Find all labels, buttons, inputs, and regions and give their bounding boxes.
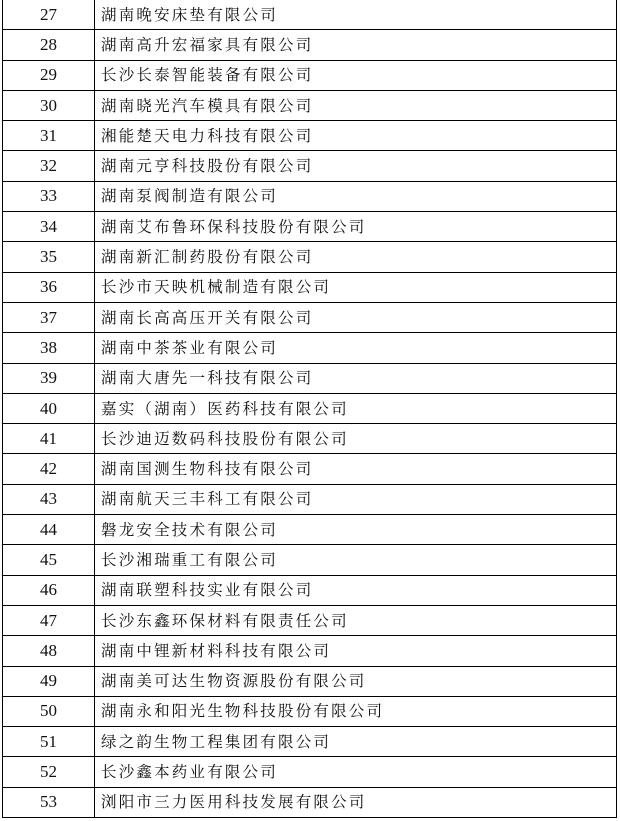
company-name: 湖南中茶茶业有限公司 (95, 333, 617, 363)
company-name: 湖南新汇制药股份有限公司 (95, 242, 617, 272)
table-row (3, 121, 617, 151)
row-number: 41 (3, 424, 95, 454)
company-name: 湖南艾布鲁环保科技股份有限公司 (95, 212, 617, 242)
row-number: 27 (3, 0, 95, 30)
company-name: 湖南元亨科技股份有限公司 (95, 151, 617, 181)
row-number: 37 (3, 302, 95, 332)
table-row (3, 484, 617, 514)
company-name: 湖南永和阳光生物科技股份有限公司 (95, 696, 617, 726)
company-name: 湖南长高高压开关有限公司 (95, 302, 617, 332)
row-number: 47 (3, 605, 95, 635)
company-name: 湖南国测生物科技有限公司 (95, 454, 617, 484)
table-row (3, 605, 617, 635)
row-number: 28 (3, 30, 95, 60)
table-row (3, 787, 617, 817)
company-name: 湖南中锂新材料科技有限公司 (95, 636, 617, 666)
company-name: 长沙湘瑞重工有限公司 (95, 545, 617, 575)
table-row (3, 272, 617, 302)
row-number: 53 (3, 787, 95, 817)
company-list-table (2, 0, 617, 818)
company-name: 湖南高升宏福家具有限公司 (95, 30, 617, 60)
company-name: 绿之韵生物工程集团有限公司 (95, 727, 617, 757)
table-row (3, 393, 617, 423)
row-number: 52 (3, 757, 95, 787)
table-row (3, 515, 617, 545)
row-number: 42 (3, 454, 95, 484)
row-number: 46 (3, 575, 95, 605)
row-number: 44 (3, 515, 95, 545)
table-row (3, 333, 617, 363)
row-number: 50 (3, 696, 95, 726)
table-row (3, 727, 617, 757)
table-row (3, 575, 617, 605)
row-number: 34 (3, 212, 95, 242)
table-row (3, 151, 617, 181)
company-name: 湖南泵阀制造有限公司 (95, 181, 617, 211)
table-row (3, 696, 617, 726)
company-name: 湘能楚天电力科技有限公司 (95, 121, 617, 151)
row-number: 33 (3, 181, 95, 211)
row-number: 43 (3, 484, 95, 514)
company-name: 磐龙安全技术有限公司 (95, 515, 617, 545)
row-number: 48 (3, 636, 95, 666)
company-name: 长沙鑫本药业有限公司 (95, 757, 617, 787)
company-name: 长沙东鑫环保材料有限责任公司 (95, 605, 617, 635)
row-number: 51 (3, 727, 95, 757)
company-name: 湖南美可达生物资源股份有限公司 (95, 666, 617, 696)
row-number: 31 (3, 121, 95, 151)
table-row (3, 30, 617, 60)
row-number: 40 (3, 393, 95, 423)
table-row (3, 666, 617, 696)
table-row (3, 242, 617, 272)
row-number: 39 (3, 363, 95, 393)
company-name: 长沙迪迈数码科技股份有限公司 (95, 424, 617, 454)
company-name: 湖南大唐先一科技有限公司 (95, 363, 617, 393)
company-name: 长沙市天映机械制造有限公司 (95, 272, 617, 302)
table-row (3, 0, 617, 30)
table-row (3, 302, 617, 332)
row-number: 29 (3, 60, 95, 90)
row-number: 45 (3, 545, 95, 575)
table-body (3, 0, 617, 818)
company-name: 湖南晚安床垫有限公司 (95, 0, 617, 30)
table-row (3, 757, 617, 787)
table-row (3, 454, 617, 484)
company-name: 浏阳市三力医用科技发展有限公司 (95, 787, 617, 817)
company-name: 湖南航天三丰科工有限公司 (95, 484, 617, 514)
row-number: 49 (3, 666, 95, 696)
row-number: 35 (3, 242, 95, 272)
table-row (3, 90, 617, 120)
row-number: 30 (3, 90, 95, 120)
table-row (3, 636, 617, 666)
table-row (3, 363, 617, 393)
company-name: 湖南晓光汽车模具有限公司 (95, 90, 617, 120)
row-number: 32 (3, 151, 95, 181)
row-number: 36 (3, 272, 95, 302)
table-row (3, 60, 617, 90)
row-number: 38 (3, 333, 95, 363)
company-name: 嘉实（湖南）医药科技有限公司 (95, 393, 617, 423)
table-row (3, 181, 617, 211)
company-name: 湖南联塑科技实业有限公司 (95, 575, 617, 605)
company-name: 长沙长泰智能装备有限公司 (95, 60, 617, 90)
table-row (3, 545, 617, 575)
table-row (3, 424, 617, 454)
table-row (3, 212, 617, 242)
